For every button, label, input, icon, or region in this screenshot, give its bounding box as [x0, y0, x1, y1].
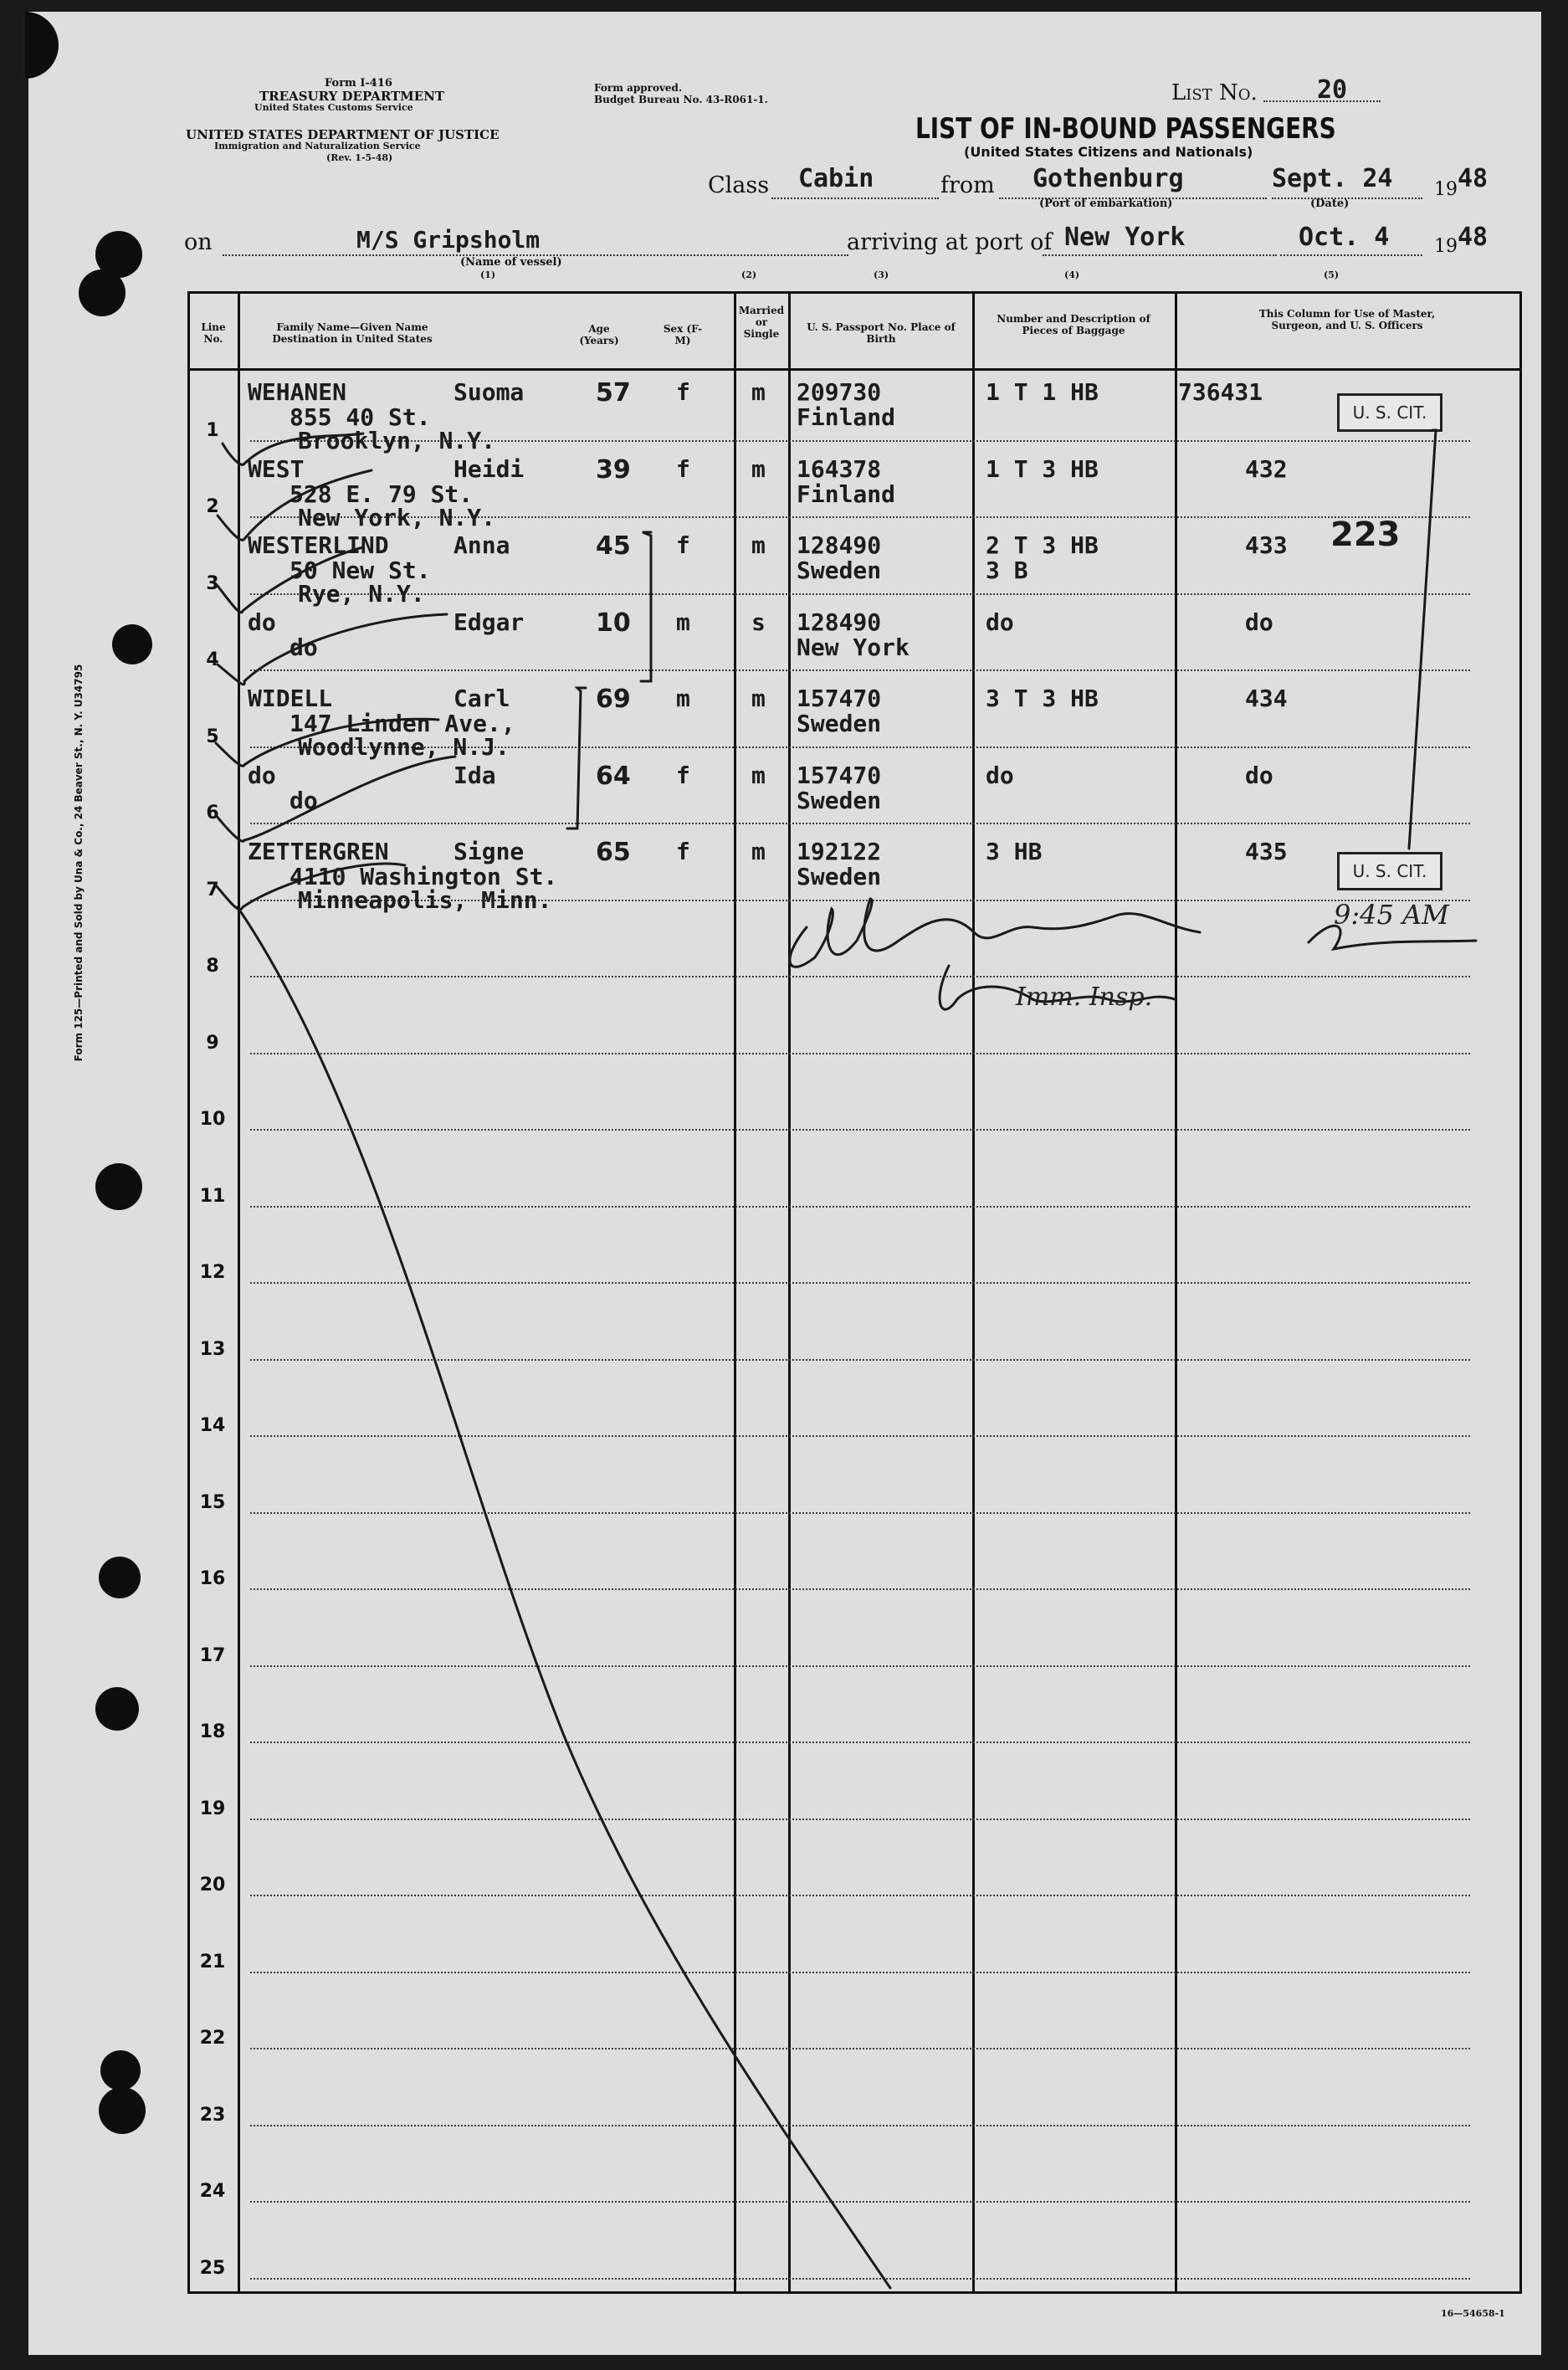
passenger-address-street: 50 New St.	[290, 557, 431, 584]
officer-column-value: 736431	[1178, 378, 1263, 406]
baggage-description: do	[986, 608, 1014, 636]
passport-number: 128490	[797, 608, 882, 636]
passport-number: 209730	[797, 378, 882, 406]
passenger-marital-status: m	[751, 455, 766, 483]
place-of-birth: Sweden	[797, 557, 882, 584]
header-line-no: Line No.	[201, 321, 226, 345]
line-number: 8	[206, 956, 219, 977]
port-caption: (Port of embarkation)	[1039, 198, 1173, 210]
line-number: 2	[206, 496, 219, 517]
passenger-family-name: ZETTERGREN	[248, 838, 389, 865]
side-printer-imprint: Form 125—Printed and Sold by Una & Co., 24 Beaver St., N. Y. U34795	[73, 664, 85, 1062]
line-number: 12	[199, 1262, 226, 1283]
colnum-2: (2)	[741, 269, 757, 280]
line-number: 3	[206, 573, 219, 594]
officer-column-value: do	[1245, 608, 1273, 636]
embark-year: 48	[1458, 164, 1489, 193]
header-name: Family Name—Given Name Destination in United States	[272, 321, 433, 345]
officer-column-value: 434	[1245, 685, 1288, 712]
place-of-birth: New York	[797, 634, 910, 661]
passenger-given-name: Heidi	[453, 455, 525, 483]
passenger-sex: f	[676, 531, 690, 559]
passenger-family-name: WESTERLIND	[248, 531, 389, 559]
place-of-birth: Sweden	[797, 787, 882, 814]
passport-number: 192122	[797, 838, 882, 865]
from-label: from	[940, 172, 995, 198]
line-number: 20	[199, 1875, 226, 1895]
year-prefix: 19	[1434, 179, 1458, 200]
vessel-name: M/S Gripsholm	[356, 226, 541, 254]
passenger-marital-status: m	[751, 762, 766, 789]
passenger-family-name: do	[248, 608, 276, 636]
line-number: 22	[199, 2028, 226, 2049]
passenger-given-name: Anna	[453, 531, 510, 559]
justice-dept: UNITED STATES DEPARTMENT OF JUSTICE	[186, 127, 500, 142]
passenger-address-street: 855 40 St.	[290, 403, 431, 431]
us-citizen-stamp: U. S. CIT.	[1337, 393, 1442, 432]
passenger-address-street: 147 Linden Ave.,	[290, 710, 515, 737]
passenger-address-street: do	[290, 634, 318, 661]
line-number: 25	[199, 2258, 226, 2279]
passenger-age: 69	[596, 685, 631, 714]
baggage-description-2: 3 B	[986, 557, 1028, 584]
header-officers: This Column for Use of Master, Surgeon, and U. S. Officers	[1258, 308, 1436, 331]
line-number: 4	[206, 649, 219, 670]
header-baggage: Number and Description of Pieces of Baggage	[997, 313, 1150, 336]
line-number: 9	[206, 1033, 219, 1054]
colnum-1: (1)	[480, 269, 496, 280]
passenger-sex: m	[676, 685, 690, 712]
passenger-address-city: New York, N.Y.	[298, 504, 496, 531]
passenger-age: 57	[596, 378, 631, 408]
passenger-given-name: Carl	[453, 685, 510, 712]
class-label: Class	[708, 172, 770, 198]
arrival-port: New York	[1064, 223, 1186, 252]
place-of-birth: Sweden	[797, 863, 882, 890]
passport-number: 157470	[797, 762, 882, 789]
form-id: Form I-416	[325, 77, 392, 90]
passenger-marital-status: m	[751, 378, 766, 406]
passenger-marital-status: s	[751, 608, 766, 636]
passenger-age: 64	[596, 762, 631, 791]
passenger-address-city: Woodlynne, N.J.	[298, 733, 510, 761]
passenger-address-street: 528 E. 79 St.	[290, 480, 474, 508]
passenger-family-name: WEST	[248, 455, 305, 483]
line-number: 6	[206, 803, 219, 823]
inspector-title: Imm. Insp.	[1016, 982, 1153, 1012]
header-married: Married or Single	[738, 305, 785, 340]
line-number: 11	[199, 1186, 226, 1207]
passenger-marital-status: m	[751, 685, 766, 712]
form-subtitle: (United States Citizens and Nationals)	[964, 144, 1253, 160]
form-approved: Form approved.	[594, 82, 683, 94]
header-passport: U. S. Passport No. Place of Birth	[807, 321, 956, 345]
arriving-label: arriving at port of	[847, 229, 1053, 255]
colnum-3: (3)	[874, 269, 889, 280]
header-age: Age (Years)	[579, 323, 619, 346]
passenger-given-name: Edgar	[453, 608, 525, 636]
year-prefix-2: 19	[1434, 236, 1458, 257]
line-number: 18	[199, 1721, 226, 1742]
passenger-age: 65	[596, 838, 631, 867]
line-number: 14	[199, 1415, 226, 1436]
line-number: 5	[206, 726, 219, 747]
baggage-description: 1 T 3 HB	[986, 455, 1099, 483]
colnum-5: (5)	[1324, 269, 1340, 280]
baggage-description: 2 T 3 HB	[986, 531, 1099, 559]
port-of-embarkation: Gothenburg	[1033, 164, 1184, 193]
officer-column-value: 433	[1245, 531, 1288, 559]
line-number: 10	[199, 1109, 226, 1130]
line-number: 15	[199, 1492, 226, 1513]
class-value: Cabin	[798, 164, 874, 193]
line-number: 17	[199, 1645, 226, 1666]
passenger-address-city: Brooklyn, N.Y.	[298, 427, 496, 454]
officer-column-value: do	[1245, 762, 1273, 789]
list-no-label: List No.	[1171, 80, 1258, 105]
place-of-birth: Finland	[797, 403, 896, 431]
passenger-sex: f	[676, 838, 690, 865]
form-title: LIST OF IN-BOUND PASSENGERS	[915, 112, 1336, 146]
count-stamp: 223	[1330, 516, 1401, 554]
officer-column-value: 432	[1245, 455, 1288, 483]
passenger-given-name: Signe	[453, 838, 525, 865]
passenger-family-name: WIDELL	[248, 685, 333, 712]
passenger-address-city: Rye, N.Y.	[298, 580, 425, 608]
passenger-given-name: Ida	[453, 762, 496, 789]
passenger-marital-status: m	[751, 531, 766, 559]
arrival-time-note: 9:45 AM	[1334, 899, 1449, 931]
passenger-family-name: WEHANEN	[248, 378, 347, 406]
line-number: 7	[206, 880, 219, 900]
passenger-sex: f	[676, 455, 690, 483]
line-number: 16	[199, 1568, 226, 1589]
passenger-age: 39	[596, 455, 631, 485]
list-no-value: 20	[1317, 75, 1348, 105]
passenger-age: 45	[596, 531, 631, 561]
print-code: 16—54658-1	[1441, 2308, 1505, 2319]
baggage-description: 3 HB	[986, 838, 1043, 865]
inspector-signature	[832, 899, 838, 900]
on-label: on	[184, 229, 213, 255]
passenger-sex: f	[676, 762, 690, 789]
baggage-description: do	[986, 762, 1014, 789]
baggage-description: 3 T 3 HB	[986, 685, 1099, 712]
passenger-age: 10	[596, 608, 631, 638]
revision: (Rev. 1-5-48)	[326, 152, 393, 163]
passenger-sex: m	[676, 608, 690, 636]
handwritten-marks	[28, 12, 1541, 2355]
passenger-address-street: do	[290, 787, 318, 814]
arrival-year: 48	[1458, 223, 1489, 252]
customs-service: United States Customs Service	[254, 102, 413, 113]
arrival-date: Oct. 4	[1299, 223, 1390, 252]
place-of-birth: Sweden	[797, 710, 882, 737]
line-number: 21	[199, 1952, 226, 1972]
passenger-given-name: Suoma	[453, 378, 525, 406]
treasury-dept: TREASURY DEPARTMENT	[259, 89, 445, 104]
baggage-description: 1 T 1 HB	[986, 378, 1099, 406]
vessel-caption: (Name of vessel)	[460, 256, 562, 269]
place-of-birth: Finland	[797, 480, 896, 508]
passport-number: 128490	[797, 531, 882, 559]
date-caption: (Date)	[1310, 198, 1350, 210]
passenger-sex: f	[676, 378, 690, 406]
passport-number: 157470	[797, 685, 882, 712]
passenger-address-street: 4110 Washington St.	[290, 863, 558, 890]
manifest-page	[28, 12, 1541, 2355]
line-number: 13	[199, 1339, 226, 1360]
line-number: 23	[199, 2105, 226, 2126]
line-number: 19	[199, 1798, 226, 1819]
passenger-marital-status: m	[751, 838, 766, 865]
us-citizen-stamp: U. S. CIT.	[1337, 852, 1442, 890]
passenger-family-name: do	[248, 762, 276, 789]
header-sex: Sex (F-M)	[663, 323, 703, 346]
line-number: 24	[199, 2181, 226, 2202]
budget-bureau: Budget Bureau No. 43-R061-1.	[594, 94, 768, 105]
passenger-address-city: Minneapolis, Minn.	[298, 886, 552, 914]
ins-service: Immigration and Naturalization Service	[214, 141, 421, 151]
line-number: 1	[206, 420, 219, 441]
colnum-4: (4)	[1064, 269, 1080, 280]
passport-number: 164378	[797, 455, 882, 483]
embark-date: Sept. 24	[1272, 164, 1393, 193]
officer-column-value: 435	[1245, 838, 1288, 865]
